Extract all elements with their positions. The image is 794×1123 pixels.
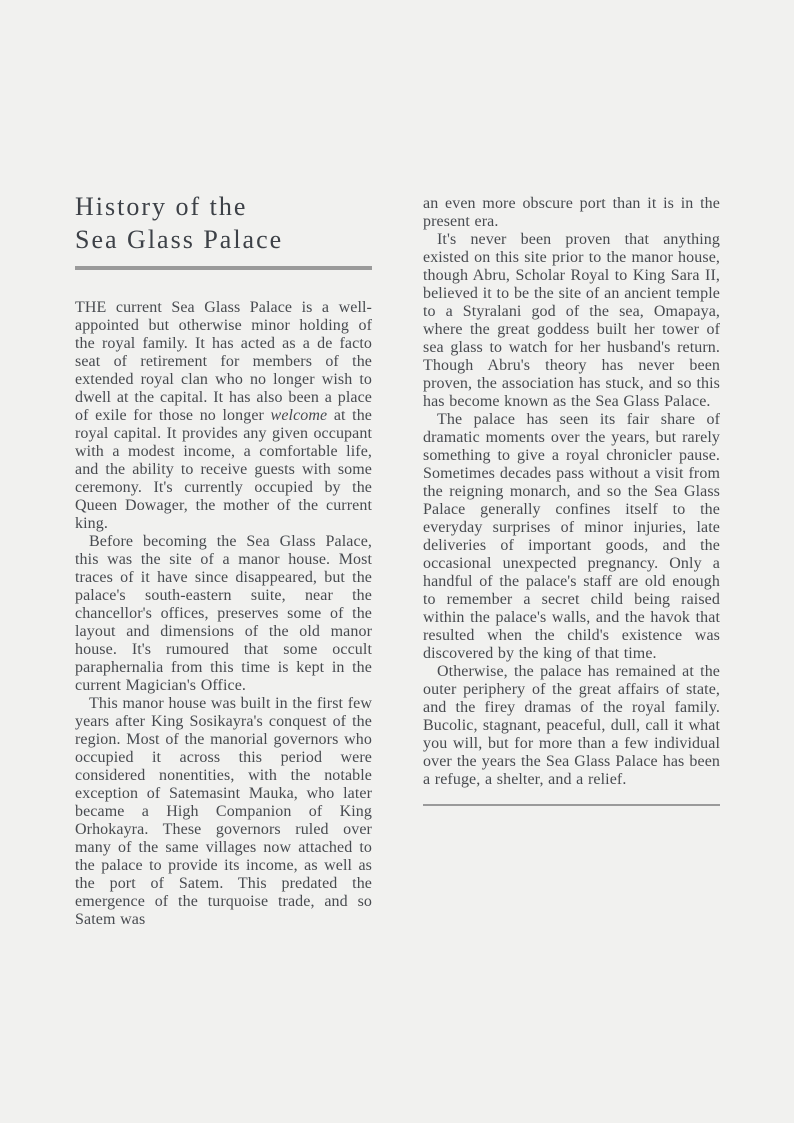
page-title-line-2: Sea Glass Palace — [75, 225, 284, 254]
two-column-layout — [75, 190, 720, 929]
paragraph-3: This manor house was built in the first few years after King Sosikayra's conquest of the region. Most of the manorial governors who occupied it across this period were considered nonentities, with the notable exception of Satemasint Mauka, who later became a High Companion of King Orhokayra. These governors ruled over many of the same villages now attached to the palace to provide its income, as well as the port of Satem. This predated the emergence of the turquoise trade, and so Satem was — [75, 695, 372, 928]
paragraph-1-text-after-italic: at the royal capital. It provides any given occupant with a modest income, a comfortable life, and the ability to receive guests with some ceremony. It's currently occupied by the Queen Dowager, the mother of the current king. — [75, 407, 372, 532]
paragraph-7: Otherwise, the palace has remained at the outer periphery of the great affairs of state, and the firey dramas of the royal family. Bucolic, stagnant, peaceful, dull, call it what you will, but for more than a few individual over the years the Sea Glass Palace has been a refuge, a shelter, and a relief. — [423, 663, 720, 788]
page-title — [75, 190, 372, 256]
left-column — [75, 190, 372, 929]
paragraph-1-text-before-italic: THE current Sea Glass Palace is a well-appointed but otherwise minor holding of the royal family. It has acted as a de facto seat of retirement for members of the extended royal clan who no longer wish to dwell at the capital. It has also been a place of exile for those no longer — [75, 299, 372, 424]
paragraph-5: It's never been proven that anything existed on this site prior to the manor house, though Abru, Scholar Royal to King Sara II, believed it to be the site of an ancient temple to a Styralani god of the sea, Omapaya, where the great goddess built her tower of sea glass to watch for her husband's return. Though Abru's theory has never been proven, the association has stuck, and so this has become known as the Sea Glass Palace. — [423, 231, 720, 410]
paragraph-6: The palace has seen its fair share of dramatic moments over the years, but rarely something to give a royal chronicler pause. Sometimes decades pass without a visit from the reigning monarch, and so the Sea Glass Palace generally confines itself to the everyday surprises of minor injuries, late deliveries of important goods, and the occasional unexpected pregnancy. Only a handful of the palace's staff are old enough to remember a secret child being raised within the palace's walls, and the havok that resulted when the child's existence was discovered by the king of that time. — [423, 411, 720, 662]
paragraph-1-italic-word: welcome — [270, 407, 328, 424]
right-column — [423, 190, 720, 929]
paragraph-4-continuation: an even more obscure port than it is in the present era. — [423, 195, 720, 230]
title-divider-double-rule — [75, 266, 372, 270]
paragraph-1 — [75, 299, 372, 533]
paragraph-2: Before becoming the Sea Glass Palace, this was the site of a manor house. Most traces of it have since disappeared, but the palace's south-eastern suite, near the chancellor's offices, preserves some of the layout and dimensions of the old manor house. It's rumoured that some occult paraphernalia from this time is kept in the current Magician's Office. — [75, 533, 372, 694]
end-of-article-rule — [423, 804, 720, 806]
page-title-line-1: History of the — [75, 192, 248, 221]
